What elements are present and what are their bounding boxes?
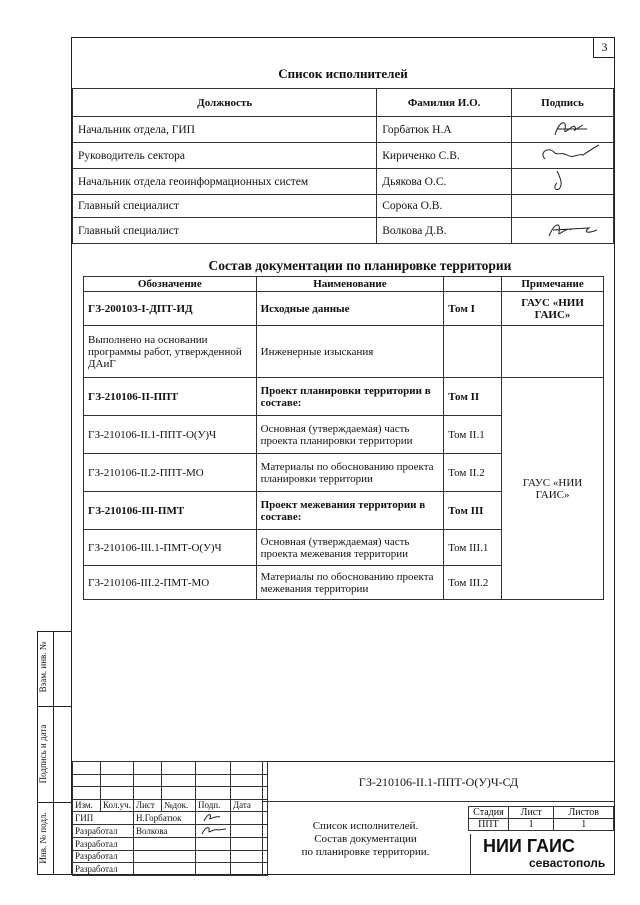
header-code: Обозначение: [84, 277, 257, 292]
stamp-table: [72, 761, 268, 876]
org-name: НИИ ГАИС: [483, 836, 575, 856]
header-name: Фамилия И.О.: [377, 89, 512, 117]
position-cell: Руководитель сектора: [73, 143, 377, 169]
stamp-role-row: [73, 825, 268, 838]
table-row: [84, 378, 604, 416]
code-cell: ГЗ-200103-I-ДПТ-ИД: [84, 292, 257, 326]
note-cell: ГАУС «НИИ ГАИС»: [502, 378, 604, 600]
code-cell: ГЗ-210106-III-ПМТ: [84, 492, 257, 530]
volume-cell: Том III.1: [444, 530, 502, 566]
signature-cell: [511, 195, 613, 218]
name-cell: Волкова Д.В.: [377, 218, 512, 244]
documents-title: Состав документации по планировке территории: [208, 258, 512, 273]
stamp-signature: [195, 825, 230, 838]
stamp-role: Разработал: [73, 863, 134, 876]
code-cell: ГЗ-210106-II.2-ППТ-МО: [84, 454, 257, 492]
stamp-row: [73, 762, 268, 775]
code-cell: ГЗ-210106-II.1-ППТ-О(У)Ч: [84, 416, 257, 454]
stamp-role-row: [73, 812, 268, 825]
signature-icon: [517, 143, 607, 165]
header-position: Должность: [73, 89, 377, 117]
stamp-role-row: [73, 863, 268, 876]
side-strip-divider: [53, 631, 54, 875]
stage-header-row: [469, 807, 614, 819]
signature-icon: [198, 812, 228, 822]
stage-value-row: [469, 819, 614, 831]
stamp-role: Разработал: [73, 825, 134, 838]
stamp-person: [133, 863, 195, 876]
volume-cell: Том III.2: [444, 566, 502, 600]
stamp-header-row: [73, 799, 268, 812]
signature-cell: [511, 218, 613, 244]
side-label-sign-date: Подпись и дата: [38, 724, 48, 784]
position-cell: Главный специалист: [73, 218, 377, 244]
title-cell: Проект планировки территории в составе:: [256, 378, 444, 416]
description-line: по планировке территории.: [301, 846, 430, 858]
side-label-inv-orig: Инв. № подл.: [38, 812, 48, 864]
title-cell: Основная (утверждаемая) часть проекта межевания территории: [256, 530, 444, 566]
volume-cell: Том I: [444, 292, 502, 326]
signature-icon: [517, 218, 607, 240]
sheet-header: Лист: [508, 807, 554, 819]
stamp-col-sheet: Лист: [133, 799, 161, 812]
code-cell: Выполнено на основании программы работ, утвержденной ДАиГ: [84, 326, 257, 378]
executors-title: Список исполнителей: [278, 66, 408, 81]
signature-cell: [511, 117, 613, 143]
sheets-value: 1: [554, 819, 614, 831]
table-row: [73, 218, 614, 244]
code-cell: ГЗ-210106-III.1-ПМТ-О(У)Ч: [84, 530, 257, 566]
title-cell: Исходные данные: [256, 292, 444, 326]
name-cell: Горбатюк Н.А: [377, 117, 512, 143]
description-line: Список исполнителей.: [312, 820, 419, 832]
volume-cell: Том II.1: [444, 416, 502, 454]
stamp-col-sign: Подп.: [195, 799, 230, 812]
volume-cell: Том II.2: [444, 454, 502, 492]
header-note: Примечание: [502, 277, 604, 292]
signature-icon: [517, 117, 607, 139]
table-row: [73, 169, 614, 195]
description-line: Состав документации: [314, 833, 417, 845]
name-cell: Дьякова О.С.: [377, 169, 512, 195]
position-cell: Начальник отдела геоинформационных систем: [73, 169, 377, 195]
documents-header-row: [84, 277, 604, 292]
stamp-col-change: Изм.: [73, 799, 101, 812]
document-description: [262, 802, 468, 874]
organization-logo: [470, 834, 614, 874]
name-cell: Сорока О.В.: [377, 195, 512, 218]
stamp-col-count: Кол.уч.: [101, 799, 134, 812]
signature-cell: [511, 143, 613, 169]
header-volume: [444, 277, 502, 292]
position-cell: Начальник отдела, ГИП: [73, 117, 377, 143]
documents-table: [83, 276, 604, 600]
stage-header: Стадия: [469, 807, 509, 819]
document-code: ГЗ-210106-II.1-ППТ-О(У)Ч-СД: [262, 762, 614, 802]
stamp-person: Н.Горбатюк: [133, 812, 195, 825]
sheets-header: Листов: [554, 807, 614, 819]
side-label-replace-inv: Взам. инв. №: [38, 641, 48, 693]
code-cell: ГЗ-210106-III.2-ПМТ-МО: [84, 566, 257, 600]
stage-table: [468, 806, 614, 831]
stamp-role: Разработал: [73, 838, 134, 851]
code-cell: ГЗ-210106-II-ППТ: [84, 378, 257, 416]
stamp-col-date: Дата: [230, 799, 267, 812]
stamp-role-row: [73, 850, 268, 863]
title-cell: Проект межевания территории в составе:: [256, 492, 444, 530]
volume-cell: [444, 326, 502, 378]
signature-icon: [198, 825, 228, 835]
volume-cell: Том II: [444, 378, 502, 416]
stamp-role-row: [73, 838, 268, 851]
table-row: [73, 143, 614, 169]
position-cell: Главный специалист: [73, 195, 377, 218]
org-city: севастополь: [529, 856, 606, 870]
note-cell: [502, 326, 604, 378]
stage-value: ППТ: [469, 819, 509, 831]
stamp-signature: [195, 812, 230, 825]
table-row: [73, 195, 614, 218]
executors-header-row: [73, 89, 614, 117]
page-number: 3: [593, 37, 615, 58]
signature-icon: [517, 169, 607, 191]
volume-cell: Том III: [444, 492, 502, 530]
stamp-role: ГИП: [73, 812, 134, 825]
stamp-row: [73, 774, 268, 787]
title-cell: Материалы по обоснованию проекта планировки территории: [256, 454, 444, 492]
signature-cell: [511, 169, 613, 195]
stamp-person: Волкова: [133, 825, 195, 838]
stamp-row: [73, 787, 268, 800]
executors-table: [72, 88, 614, 244]
stamp-person: [133, 850, 195, 863]
table-row: [73, 117, 614, 143]
stamp-role: Разработал: [73, 850, 134, 863]
stamp-col-doc: №док.: [161, 799, 195, 812]
title-cell: Основная (утверждаемая) часть проекта планировки территории: [256, 416, 444, 454]
stamp-person: [133, 838, 195, 851]
header-title: Наименование: [256, 277, 444, 292]
title-cell: Инженерные изыскания: [256, 326, 444, 378]
title-cell: Материалы по обоснованию проекта межевания территории: [256, 566, 444, 600]
note-cell: ГАУС «НИИ ГАИС»: [502, 292, 604, 326]
header-signature: Подпись: [511, 89, 613, 117]
table-row: [84, 292, 604, 326]
table-row: [84, 326, 604, 378]
name-cell: Кириченко С.В.: [377, 143, 512, 169]
sheet-value: 1: [508, 819, 554, 831]
